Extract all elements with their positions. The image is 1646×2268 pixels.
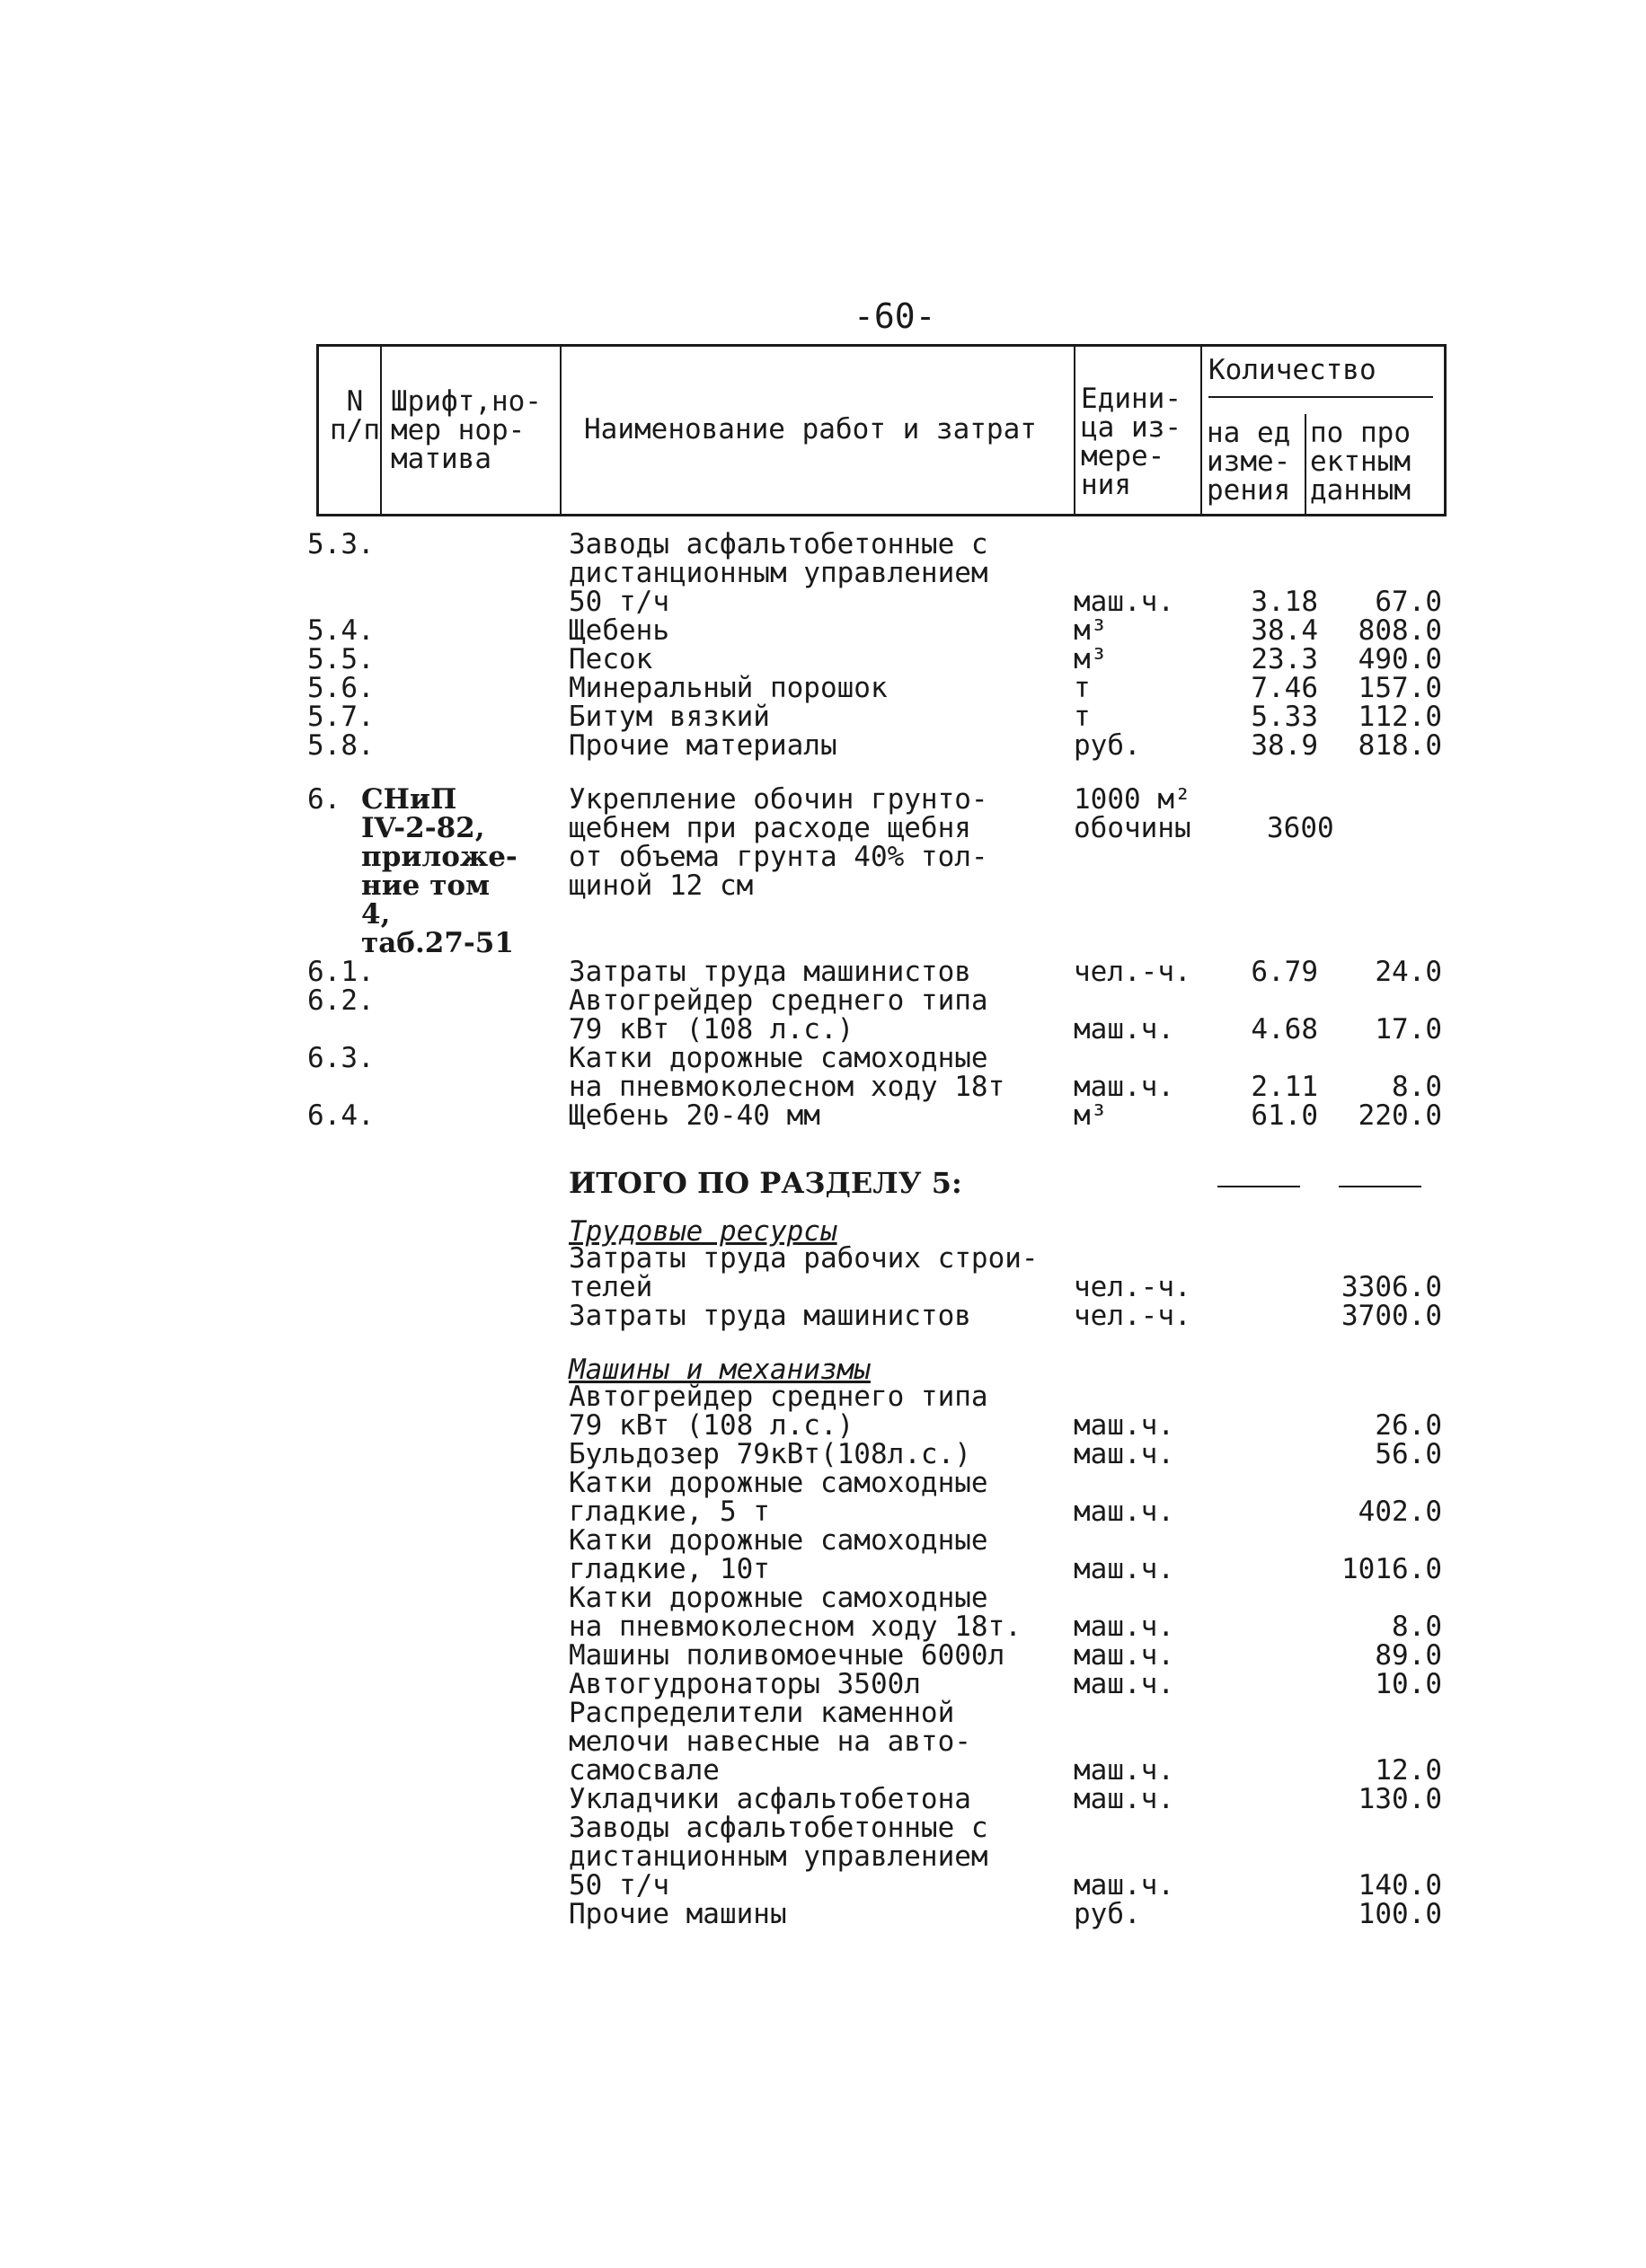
work-name: Затраты труда машинистов bbox=[569, 956, 971, 988]
qty-per-unit: 2.11 bbox=[1251, 1071, 1318, 1103]
unit: руб. bbox=[1074, 729, 1141, 762]
table-row bbox=[0, 1727, 1646, 1756]
table-row bbox=[0, 1469, 1646, 1497]
unit: 1000 м² bbox=[1074, 783, 1191, 816]
qty-per-unit: 6.79 bbox=[1251, 956, 1318, 988]
row-number: 5.4. bbox=[307, 614, 375, 647]
work-name: Щебень bbox=[569, 614, 669, 647]
work-name: Затраты труда машинистов bbox=[569, 1300, 971, 1332]
unit: маш.ч. bbox=[1074, 1754, 1174, 1787]
work-name: Прочие материалы bbox=[569, 729, 837, 762]
work-name: Укрепление обочин грунто- bbox=[569, 783, 988, 816]
table-row bbox=[0, 1555, 1646, 1584]
qty-project: 140.0 bbox=[1358, 1869, 1442, 1902]
table-row bbox=[0, 559, 1646, 587]
work-name: на пневмоколесном ходу 18т bbox=[569, 1071, 1005, 1103]
row-number: 5.8. bbox=[307, 729, 375, 762]
qty-project: 17.0 bbox=[1375, 1013, 1442, 1046]
table-row bbox=[0, 986, 1646, 1015]
unit: маш.ч. bbox=[1074, 1553, 1174, 1585]
work-name: Минеральный порошок bbox=[569, 672, 888, 704]
work-name: от объема грунта 40% тол- bbox=[569, 841, 988, 873]
row-number: 5.3. bbox=[307, 528, 375, 560]
table-row bbox=[0, 702, 1646, 731]
qty-project: 112.0 bbox=[1358, 701, 1442, 733]
work-name: Прочие машины bbox=[569, 1898, 787, 1930]
work-name: Автогудронаторы 3500л bbox=[569, 1668, 921, 1700]
table-row bbox=[0, 731, 1646, 760]
header-name: Наименование работ и затрат bbox=[584, 413, 1037, 446]
qty-project: 1016.0 bbox=[1341, 1553, 1442, 1585]
qty-project: 490.0 bbox=[1358, 643, 1442, 675]
table-row bbox=[0, 1526, 1646, 1555]
table-row bbox=[0, 1584, 1646, 1612]
qty-project: 157.0 bbox=[1358, 672, 1442, 704]
table-row bbox=[0, 1302, 1646, 1330]
row-number: 6.1. bbox=[307, 956, 375, 988]
unit: т bbox=[1074, 672, 1091, 704]
unit: м³ bbox=[1074, 614, 1108, 647]
norm-code: ние том bbox=[361, 869, 491, 902]
unit: чел.-ч. bbox=[1074, 956, 1191, 988]
work-name: Укладчики асфальтобетона bbox=[569, 1783, 971, 1815]
row-number: 6. bbox=[307, 783, 341, 816]
table-row bbox=[0, 1900, 1646, 1928]
qty-per-unit: 38.9 bbox=[1251, 729, 1318, 762]
work-name: Битум вязкий bbox=[569, 701, 770, 733]
unit: маш.ч. bbox=[1074, 1869, 1174, 1902]
table-row bbox=[0, 958, 1646, 986]
norm-code: приложе- bbox=[361, 841, 518, 873]
qty-project: 3700.0 bbox=[1341, 1300, 1442, 1332]
row-number: 6.4. bbox=[307, 1099, 375, 1132]
qty-per-unit: 3600 bbox=[1267, 812, 1334, 844]
table-row bbox=[0, 1699, 1646, 1727]
qty-project: 12.0 bbox=[1375, 1754, 1442, 1787]
qty-project: 220.0 bbox=[1358, 1099, 1442, 1132]
header-no: N п/п bbox=[330, 385, 380, 446]
table-row bbox=[0, 1612, 1646, 1641]
table-row bbox=[0, 1871, 1646, 1900]
unit: маш.ч. bbox=[1074, 1783, 1174, 1815]
qty-per-unit: 38.4 bbox=[1251, 614, 1318, 647]
table-row bbox=[0, 1382, 1646, 1411]
table-row bbox=[0, 843, 1646, 871]
work-name: 79 кВт (108 л.с.) bbox=[569, 1409, 854, 1442]
work-name: Заводы асфальтобетонные с bbox=[569, 528, 988, 560]
table-row bbox=[0, 1015, 1646, 1044]
work-name: гладкие, 5 т bbox=[569, 1496, 770, 1528]
work-name: 50 т/ч bbox=[569, 586, 669, 618]
row-number: 6.2. bbox=[307, 984, 375, 1017]
work-name: дистанционным управлением bbox=[569, 1840, 988, 1873]
table-row bbox=[0, 645, 1646, 674]
table-row bbox=[0, 616, 1646, 645]
header-q1: на ед изме- рения bbox=[1207, 417, 1291, 507]
qty-project: 818.0 bbox=[1358, 729, 1442, 762]
qty-project: 24.0 bbox=[1375, 956, 1442, 988]
work-name: самосвале bbox=[569, 1754, 720, 1787]
row-number: 5.7. bbox=[307, 701, 375, 733]
table-row bbox=[0, 1411, 1646, 1440]
unit: маш.ч. bbox=[1074, 1013, 1174, 1046]
qty-per-unit: 61.0 bbox=[1251, 1099, 1318, 1132]
work-name: Машины поливомоечные 6000л bbox=[569, 1639, 1005, 1672]
header-code: Шрифт,но- мер нор- матива bbox=[391, 385, 542, 475]
table-row bbox=[0, 587, 1646, 616]
qty-per-unit: 4.68 bbox=[1251, 1013, 1318, 1046]
unit: м³ bbox=[1074, 1099, 1108, 1132]
work-name: 50 т/ч bbox=[569, 1869, 669, 1902]
work-name: Бульдозер 79кВт(108л.с.) bbox=[569, 1438, 971, 1470]
norm-code: 4, bbox=[361, 898, 391, 931]
unit: чел.-ч. bbox=[1074, 1271, 1191, 1303]
qty-per-unit: 3.18 bbox=[1251, 586, 1318, 618]
work-name: дистанционным управлением bbox=[569, 557, 988, 589]
unit: маш.ч. bbox=[1074, 1611, 1174, 1643]
row-number: 5.5. bbox=[307, 643, 375, 675]
header-qty-divider bbox=[1208, 396, 1433, 398]
header-unit: Едини- ца из- мере- ния bbox=[1081, 383, 1181, 501]
table-row bbox=[0, 814, 1646, 843]
qty-project: 808.0 bbox=[1358, 614, 1442, 647]
table-row bbox=[0, 1814, 1646, 1842]
work-name: щиной 12 см bbox=[569, 869, 754, 902]
work-name: мелочи навесные на авто- bbox=[569, 1725, 971, 1758]
work-name: 79 кВт (108 л.с.) bbox=[569, 1013, 854, 1046]
table-row bbox=[0, 1072, 1646, 1101]
work-name: щебнем при расходе щебня bbox=[569, 812, 971, 844]
work-name: на пневмоколесном ходу 18т. bbox=[569, 1611, 1022, 1643]
unit: маш.ч. bbox=[1074, 1409, 1174, 1442]
unit: руб. bbox=[1074, 1898, 1141, 1930]
table-row bbox=[0, 530, 1646, 559]
qty-per-unit: 23.3 bbox=[1251, 643, 1318, 675]
norm-code: IV-2-82, bbox=[361, 812, 485, 844]
qty-project: 67.0 bbox=[1375, 586, 1442, 618]
section-total-title: ИТОГО ПО РАЗДЕЛУ 5: bbox=[569, 1166, 962, 1200]
table-row bbox=[0, 1670, 1646, 1699]
total-dash bbox=[1339, 1186, 1421, 1187]
header-q2: по про ектным данным bbox=[1310, 417, 1411, 507]
header-divider bbox=[1305, 414, 1306, 514]
work-name: телей bbox=[569, 1271, 653, 1303]
qty-project: 130.0 bbox=[1358, 1783, 1442, 1815]
table-row bbox=[0, 871, 1646, 900]
work-name: Катки дорожные самоходные bbox=[569, 1524, 988, 1557]
qty-project: 3306.0 bbox=[1341, 1271, 1442, 1303]
unit: м³ bbox=[1074, 643, 1108, 675]
work-name: Катки дорожные самоходные bbox=[569, 1042, 988, 1074]
table-row bbox=[0, 1044, 1646, 1072]
work-name: Заводы асфальтобетонные с bbox=[569, 1812, 988, 1844]
header-divider bbox=[560, 347, 562, 514]
header-qty: Количество bbox=[1208, 354, 1376, 386]
unit: обочины bbox=[1074, 812, 1191, 844]
header-divider bbox=[380, 347, 382, 514]
unit: маш.ч. bbox=[1074, 1639, 1174, 1672]
qty-project: 26.0 bbox=[1375, 1409, 1442, 1442]
qty-project: 100.0 bbox=[1358, 1898, 1442, 1930]
work-name: Катки дорожные самоходные bbox=[569, 1582, 988, 1614]
qty-project: 402.0 bbox=[1358, 1496, 1442, 1528]
norm-code: СНиП bbox=[361, 783, 457, 816]
qty-project: 56.0 bbox=[1375, 1438, 1442, 1470]
table-row bbox=[0, 929, 1646, 958]
header-divider bbox=[1074, 347, 1075, 514]
unit: маш.ч. bbox=[1074, 1668, 1174, 1700]
table-row bbox=[0, 1641, 1646, 1670]
table-row bbox=[0, 674, 1646, 702]
unit: чел.-ч. bbox=[1074, 1300, 1191, 1332]
table-row bbox=[0, 1756, 1646, 1785]
unit: маш.ч. bbox=[1074, 586, 1174, 618]
unit: маш.ч. bbox=[1074, 1496, 1174, 1528]
page-number: -60- bbox=[854, 296, 936, 336]
total-dash bbox=[1217, 1186, 1300, 1187]
header-divider bbox=[1200, 347, 1202, 514]
work-name: гладкие, 10т bbox=[569, 1553, 770, 1585]
row-number: 6.3. bbox=[307, 1042, 375, 1074]
work-name: Затраты труда рабочих строи- bbox=[569, 1242, 1039, 1275]
table-row bbox=[0, 785, 1646, 814]
qty-project: 89.0 bbox=[1375, 1639, 1442, 1672]
qty-per-unit: 5.33 bbox=[1251, 701, 1318, 733]
work-name: Автогрейдер среднего типа bbox=[569, 1381, 988, 1413]
qty-project: 8.0 bbox=[1392, 1071, 1442, 1103]
work-name: Катки дорожные самоходные bbox=[569, 1467, 988, 1499]
table-header bbox=[316, 344, 1447, 516]
table-row bbox=[0, 1440, 1646, 1469]
table-row bbox=[0, 1244, 1646, 1273]
unit: т bbox=[1074, 701, 1091, 733]
table-row bbox=[0, 1497, 1646, 1526]
norm-code: таб.27-51 bbox=[361, 927, 514, 959]
unit: маш.ч. bbox=[1074, 1071, 1174, 1103]
table-row bbox=[0, 1842, 1646, 1871]
machines-heading: Машины и механизмы bbox=[569, 1354, 871, 1386]
qty-project: 8.0 bbox=[1392, 1611, 1442, 1643]
work-name: Автогрейдер среднего типа bbox=[569, 984, 988, 1017]
table-row bbox=[0, 900, 1646, 929]
qty-per-unit: 7.46 bbox=[1251, 672, 1318, 704]
unit: маш.ч. bbox=[1074, 1438, 1174, 1470]
row-number: 5.6. bbox=[307, 672, 375, 704]
labor-heading: Трудовые ресурсы bbox=[569, 1215, 837, 1248]
work-name: Песок bbox=[569, 643, 653, 675]
work-name: Распределители каменной bbox=[569, 1697, 955, 1729]
qty-project: 10.0 bbox=[1375, 1668, 1442, 1700]
work-name: Щебень 20-40 мм bbox=[569, 1099, 820, 1132]
table-row bbox=[0, 1101, 1646, 1130]
table-row bbox=[0, 1273, 1646, 1302]
table-row bbox=[0, 1785, 1646, 1814]
